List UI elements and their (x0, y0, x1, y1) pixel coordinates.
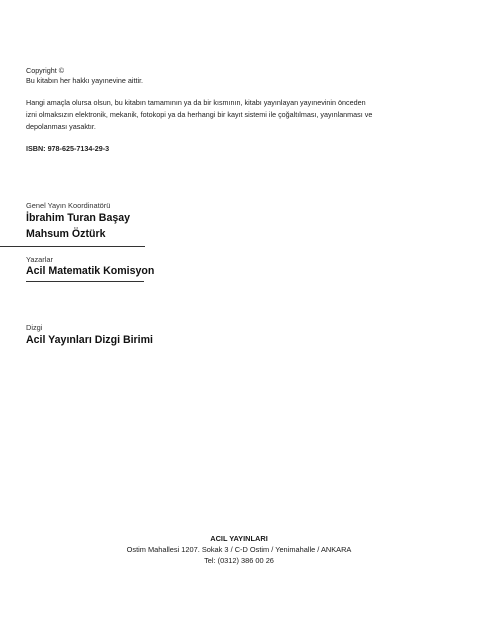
divider (0, 246, 145, 247)
rights-statement: Bu kitabın her hakkı yayınevine aittir. (26, 76, 144, 85)
credit-role-authors: Yazarlar (26, 255, 53, 264)
copyright-paragraph-line-2: izni olmaksızın elektronik, mekanik, fotokopi ya da herhangi bir kayıt sistemi ile çoğaltılması, yayınlanması ve (26, 110, 373, 119)
credit-role-coordinator: Genel Yayın Koordinatörü (26, 201, 111, 210)
publisher-phone: Tel: (0312) 386 00 26 (204, 556, 274, 565)
credit-name: Acil Yayınları Dizgi Birimi (26, 334, 153, 346)
credit-role-typesetting: Dizgi (26, 323, 43, 332)
credit-name: Acil Matematik Komisyon (26, 265, 155, 277)
credit-name: İbrahim Turan Başay (26, 212, 131, 224)
isbn: ISBN: 978-625-7134-29-3 (26, 144, 110, 153)
divider (26, 281, 144, 282)
copyright-paragraph-line-1: Hangi amaçla olursa olsun, bu kitabın tamamının ya da bir kısmının, kitabı yayınlayan yayınevinin önceden (26, 98, 366, 107)
copyright-label: Copyright © (26, 66, 65, 75)
publisher-address: Ostim Mahallesi 1207. Sokak 3 / C-D Ostim / Yenimahalle / ANKARA (126, 545, 352, 554)
publisher-name: ACIL YAYINLARI (210, 534, 268, 543)
credit-name: Mahsum Öztürk (26, 228, 106, 240)
copyright-paragraph-line-3: depolanması yasaktır. (26, 122, 96, 131)
